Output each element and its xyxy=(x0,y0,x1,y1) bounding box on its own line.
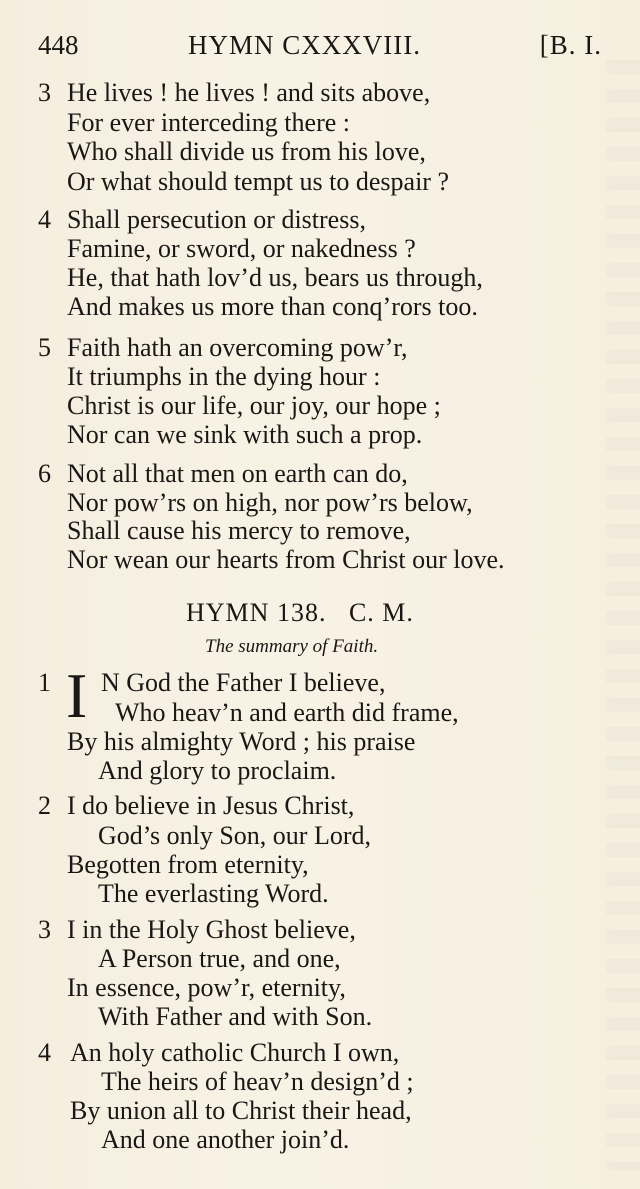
verse-line: And one another join’d. xyxy=(101,1125,350,1154)
book-reference: [B. I. xyxy=(539,30,602,60)
verse-line: Nor wean our hearts from Christ our love. xyxy=(67,545,505,574)
stanza-number: 3 xyxy=(38,915,51,944)
verse-line: Begotten from eternity, xyxy=(67,850,309,879)
bleed-through-shadow xyxy=(606,60,640,1170)
hymn-subtitle: The summary of Faith. xyxy=(205,636,379,657)
verse-line: He lives ! he lives ! and sits above, xyxy=(67,78,431,107)
verse-line: I in the Holy Ghost believe, xyxy=(67,915,356,944)
verse-line: Faith hath an overcoming pow’r, xyxy=(67,333,408,362)
verse-line: God’s only Son, our Lord, xyxy=(98,821,371,850)
running-title: HYMN CXXXVIII. xyxy=(188,30,421,60)
verse-line: For ever interceding there : xyxy=(67,108,350,137)
verse-line: Not all that men on earth can do, xyxy=(67,459,408,488)
stanza-number: 4 xyxy=(38,205,51,234)
verse-line: He, that hath lov’d us, bears us through, xyxy=(67,263,483,292)
verse-line: And makes us more than conq’rors too. xyxy=(67,292,478,321)
verse-line: Or what should tempt us to despair ? xyxy=(67,167,449,196)
page-number: 448 xyxy=(38,30,79,60)
verse-line: Christ is our life, our joy, our hope ; xyxy=(67,391,441,420)
drop-cap-letter: I xyxy=(66,660,88,731)
running-header xyxy=(38,30,602,66)
verse-line: N God the Father I believe, xyxy=(101,668,386,697)
verse-line: In essence, pow’r, eternity, xyxy=(67,973,346,1002)
verse-line: By his almighty Word ; his praise xyxy=(67,727,416,756)
verse-line: An holy catholic Church I own, xyxy=(70,1038,400,1067)
verse-line: It triumphs in the dying hour : xyxy=(67,362,381,391)
verse-line: I do believe in Jesus Christ, xyxy=(67,791,355,820)
verse-line: With Father and with Son. xyxy=(98,1002,373,1031)
stanza-number: 6 xyxy=(38,459,51,488)
stanza-number: 4 xyxy=(38,1038,51,1067)
verse-line: Who heav’n and earth did frame, xyxy=(115,698,459,727)
verse-line: The heirs of heav’n design’d ; xyxy=(101,1067,414,1096)
verse-line: And glory to proclaim. xyxy=(98,756,337,785)
stanza-number: 3 xyxy=(38,78,51,107)
verse-line: Nor pow’rs on high, nor pow’rs below, xyxy=(67,488,473,517)
stanza-number: 1 xyxy=(38,668,51,697)
verse-line: Shall cause his mercy to remove, xyxy=(67,516,411,545)
verse-line: Who shall divide us from his love, xyxy=(67,137,426,166)
verse-line: Nor can we sink with such a prop. xyxy=(67,420,423,449)
verse-line: A Person true, and one, xyxy=(98,944,341,973)
verse-line: The everlasting Word. xyxy=(98,879,329,908)
verse-line: Famine, or sword, or nakedness ? xyxy=(67,234,416,263)
stanza-number: 2 xyxy=(38,791,51,820)
stanza-number: 5 xyxy=(38,333,51,362)
verse-line: Shall persecution or distress, xyxy=(67,205,366,234)
verse-line: By union all to Christ their head, xyxy=(70,1096,412,1125)
hymn-title: HYMN 138. C. M. xyxy=(186,598,414,627)
